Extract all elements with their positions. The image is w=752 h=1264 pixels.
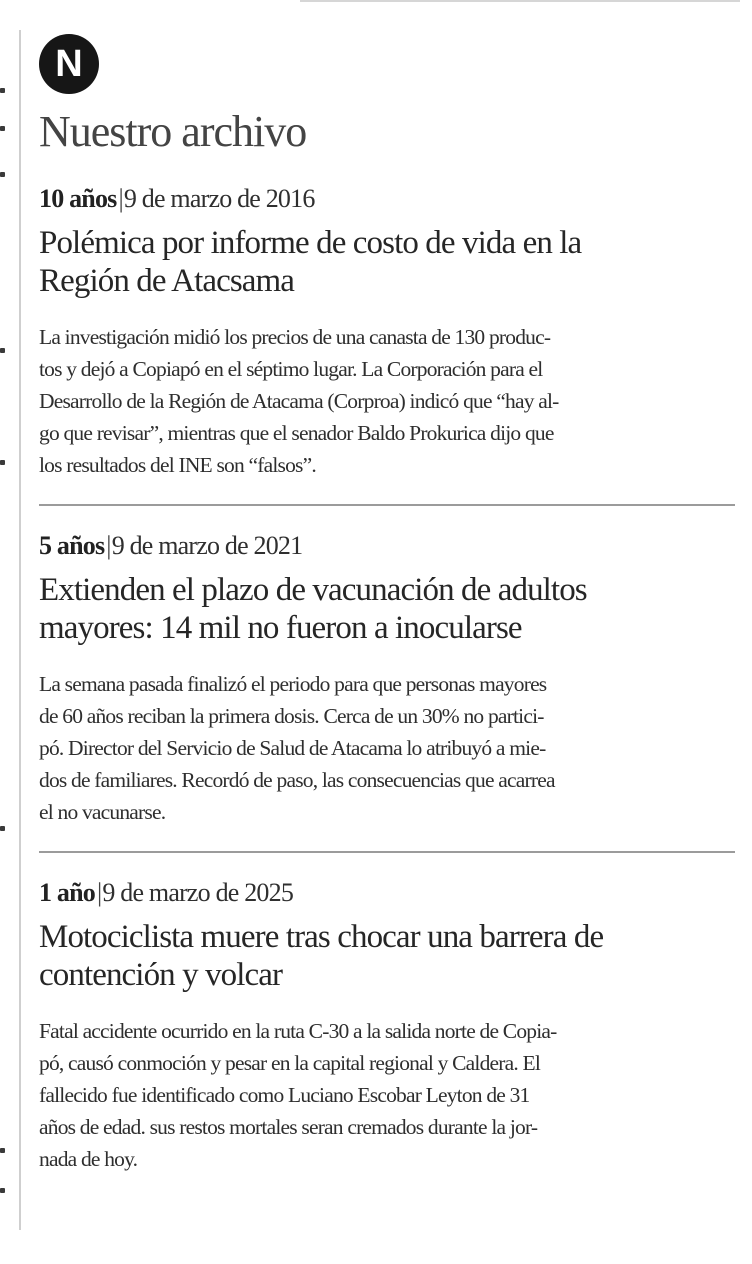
archive-entry xyxy=(39,154,735,506)
entry-body xyxy=(39,321,735,481)
entry-date: 9 de marzo de 2025 xyxy=(102,878,294,907)
years-ago: 10 años xyxy=(39,184,117,213)
gutter-mark xyxy=(0,1188,5,1193)
body-line: de 60 años reciban la primera dosis. Cerca de un 30% no partici- xyxy=(39,704,544,728)
body-line: los resultados del INE son “falsos”. xyxy=(39,453,316,477)
headline-line: Motociclista muere tras chocar una barrera de xyxy=(39,919,604,955)
body-line: Fatal accidente ocurrido en la ruta C-30 a la salida norte de Copia- xyxy=(39,1019,557,1043)
body-line: años de edad. sus restos mortales seran cremados durante la jor- xyxy=(39,1115,538,1139)
meta-separator: | xyxy=(118,184,123,213)
top-rule xyxy=(300,0,740,2)
body-line: La semana pasada finalizó el periodo para que personas mayores xyxy=(39,672,547,696)
body-line: fallecido fue identificado como Luciano Escobar Leyton de 31 xyxy=(39,1083,530,1107)
headline-line: mayores: 14 mil no fueron a inocularse xyxy=(39,610,522,646)
gutter-mark xyxy=(0,826,5,831)
years-ago: 5 años xyxy=(39,531,105,560)
meta-separator: | xyxy=(106,531,111,560)
gutter-mark xyxy=(0,126,5,131)
gutter-mark xyxy=(0,1148,5,1153)
meta-separator: | xyxy=(96,878,102,907)
column-rule xyxy=(19,30,21,1230)
body-line: el no vacunarse. xyxy=(39,800,166,824)
archive-column xyxy=(39,34,735,1175)
gutter-mark xyxy=(0,460,5,465)
archive-entry xyxy=(39,506,735,853)
body-line: nada de hoy. xyxy=(39,1147,138,1171)
newspaper-logo-badge xyxy=(39,34,99,94)
entry-headline xyxy=(39,918,735,994)
entry-headline xyxy=(39,571,735,647)
section-title: Nuestro archivo xyxy=(39,107,307,156)
entry-meta xyxy=(39,880,735,906)
headline-line: Polémica por informe de costo de vida en la xyxy=(39,225,582,261)
body-line: go que revisar”, mientras que el senador Baldo Prokurica dijo que xyxy=(39,421,554,445)
body-line: pó, causó conmoción y pesar en la capital regional y Caldera. El xyxy=(39,1051,541,1075)
years-ago: 1 año xyxy=(39,878,95,907)
headline-line: Región de Atacsama xyxy=(39,263,295,299)
headline-line: contención y volcar xyxy=(39,957,283,993)
archive-entry xyxy=(39,853,735,1175)
entry-date: 9 de marzo de 2016 xyxy=(123,184,315,213)
headline-line: Extienden el plazo de vacunación de adultos xyxy=(39,572,587,608)
body-line: La investigación midió los precios de una canasta de 130 produc- xyxy=(39,325,551,349)
body-line: pó. Director del Servicio de Salud de Atacama lo atribuyó a mie- xyxy=(39,736,546,760)
entry-body xyxy=(39,1015,735,1175)
body-line: dos de familiares. Recordó de paso, las consecuencias que acarrea xyxy=(39,768,555,792)
logo-letter: N xyxy=(55,43,83,85)
entry-body xyxy=(39,668,735,828)
gutter-mark xyxy=(0,172,5,177)
gutter-mark xyxy=(0,348,5,353)
entry-meta xyxy=(39,533,735,559)
entry-headline xyxy=(39,224,735,300)
body-line: Desarrollo de la Región de Atacama (Corproa) indicó que “hay al- xyxy=(39,389,559,413)
gutter-mark xyxy=(0,88,5,93)
body-line: tos y dejó a Copiapó en el séptimo lugar. La Corporación para el xyxy=(39,357,543,381)
entry-date: 9 de marzo de 2021 xyxy=(111,531,303,560)
entry-meta xyxy=(39,186,735,212)
